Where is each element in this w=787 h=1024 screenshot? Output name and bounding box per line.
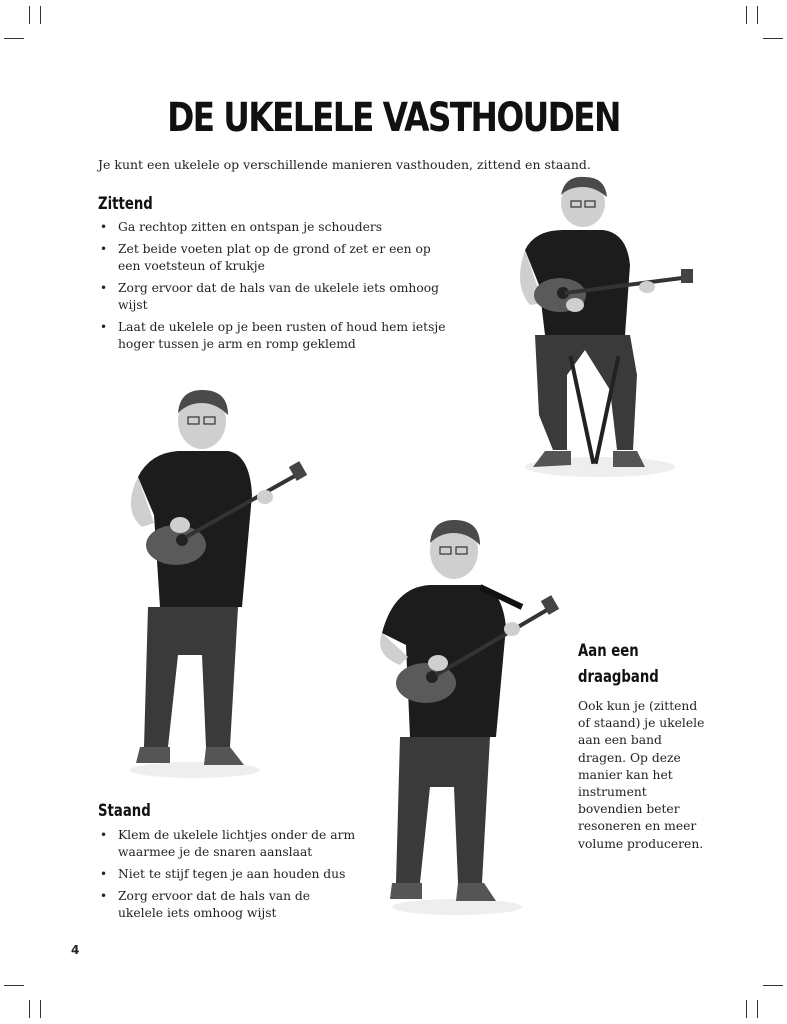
crop-mark	[40, 1000, 41, 1018]
list-item: • Zorg ervoor dat de hals van de ukelele iets omhoog wijst	[98, 280, 468, 314]
strap-paragraph: Ook kun je (zittend of staand) je ukelele aan een band dragen. Op deze manier kan het instrument bovendien beter resoneren en meer volume produceren.	[578, 699, 705, 851]
sitting-boy-photo	[505, 175, 705, 485]
list-item: • Zet beide voeten plat op de grond of zet er een op een voetsteun of krukje	[98, 241, 448, 275]
list-item: • Zorg ervoor dat de hals van de ukelele iets omhoog wijst	[98, 888, 358, 922]
standing-list	[98, 827, 358, 927]
crop-mark	[4, 38, 24, 39]
crop-mark	[29, 1000, 30, 1018]
intro-text: Je kunt een ukelele op verschillende manieren vasthouden, zittend en staand.	[98, 157, 591, 172]
crop-mark	[29, 6, 30, 24]
strap-heading-line1: Aan een	[578, 641, 639, 661]
page-number: 4	[71, 943, 80, 957]
crop-mark	[763, 985, 783, 986]
crop-mark	[763, 38, 783, 39]
sitting-heading: Zittend	[98, 194, 153, 214]
strap-boy-photo	[372, 515, 562, 915]
strap-heading-line2: draagband	[578, 667, 659, 687]
standing-heading: Staand	[98, 801, 151, 821]
crop-mark	[4, 985, 24, 986]
crop-mark	[757, 6, 758, 24]
crop-mark	[746, 1000, 747, 1018]
list-item: • Niet te stijf tegen je aan houden dus	[98, 866, 358, 883]
page-title: DE UKELELE VASTHOUDEN	[167, 95, 620, 141]
list-item: • Klem de ukelele lichtjes onder de arm waarmee je de snaren aanslaat	[98, 827, 358, 861]
crop-mark	[746, 6, 747, 24]
standing-boy-photo	[120, 385, 310, 785]
crop-mark	[757, 1000, 758, 1018]
sitting-list	[98, 219, 468, 358]
crop-mark	[40, 6, 41, 24]
list-item: • Ga rechtop zitten en ontspan je schouders	[98, 219, 468, 236]
list-item: • Laat de ukelele op je been rusten of houd hem ietsje hoger tussen je arm en romp geklemd	[98, 319, 468, 353]
